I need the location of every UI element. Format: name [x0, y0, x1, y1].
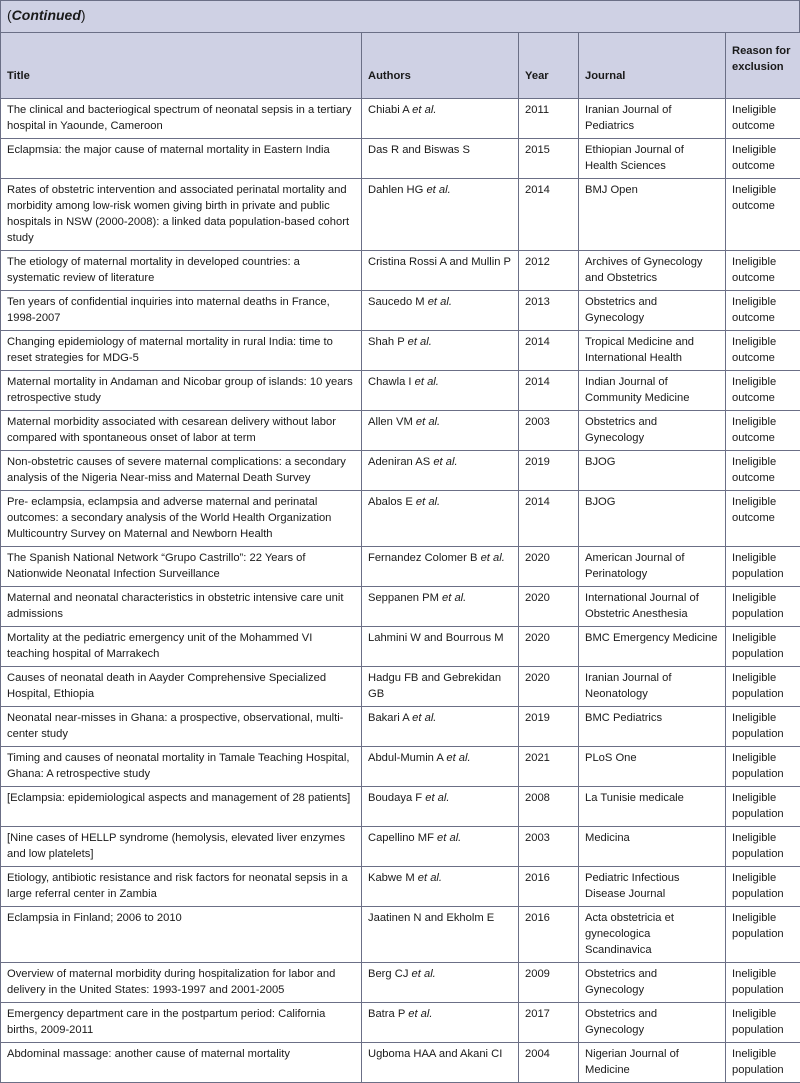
- cell-journal: La Tunisie medicale: [579, 787, 726, 827]
- cell-reason: Ineligible population: [726, 627, 800, 667]
- cell-year: 2014: [519, 179, 579, 251]
- author-names: Bakari A: [368, 712, 409, 724]
- author-names: Capellino MF: [368, 832, 434, 844]
- cell-year: 2020: [519, 667, 579, 707]
- author-names: Chawla I: [368, 376, 412, 388]
- cell-reason: Ineligible outcome: [726, 251, 800, 291]
- cell-authors: [362, 627, 519, 667]
- banner-close-paren: ): [81, 7, 86, 23]
- cell-journal: PLoS One: [579, 747, 726, 787]
- cell-journal: Acta obstetricia et gynecologica Scandinavica: [579, 907, 726, 963]
- cell-authors: [362, 139, 519, 179]
- cell-year: 2003: [519, 827, 579, 867]
- cell-title: Ten years of confidential inquiries into maternal deaths in France, 1998-2007: [1, 291, 362, 331]
- cell-reason: Ineligible population: [726, 667, 800, 707]
- author-names: Fernandez Colomer B: [368, 552, 477, 564]
- author-names: Ugboma HAA and Akani CI: [368, 1048, 502, 1060]
- cell-journal: Tropical Medicine and International Health: [579, 331, 726, 371]
- cell-reason: Ineligible population: [726, 587, 800, 627]
- cell-authors: [362, 827, 519, 867]
- cell-title: [Nine cases of HELLP syndrome (hemolysis, elevated liver enzymes and low platelets]: [1, 827, 362, 867]
- table-row: [1, 707, 800, 747]
- cell-year: 2016: [519, 907, 579, 963]
- cell-year: 2021: [519, 747, 579, 787]
- cell-journal: Ethiopian Journal of Health Sciences: [579, 139, 726, 179]
- cell-year: 2008: [519, 787, 579, 827]
- cell-authors: [362, 747, 519, 787]
- cell-authors: [362, 667, 519, 707]
- cell-title: Pre- eclampsia, eclampsia and adverse maternal and perinatal outcomes: a secondary analysis of the World Health Organization Multicountry Survey on Maternal and Newborn Health: [1, 491, 362, 547]
- cell-authors: [362, 963, 519, 1003]
- cell-journal: Indian Journal of Community Medicine: [579, 371, 726, 411]
- cell-journal: Iranian Journal of Pediatrics: [579, 99, 726, 139]
- table-row: [1, 787, 800, 827]
- et-al: et al.: [428, 296, 452, 308]
- cell-title: Rates of obstetric intervention and associated perinatal mortality and morbidity among low-risk women giving birth in private and public hospitals in NSW (2000-2008): a linked data population-based cohort study: [1, 179, 362, 251]
- cell-authors: [362, 179, 519, 251]
- author-names: Jaatinen N and Ekholm E: [368, 912, 494, 924]
- cell-reason: Ineligible outcome: [726, 451, 800, 491]
- et-al: et al.: [412, 104, 436, 116]
- author-names: Boudaya F: [368, 792, 422, 804]
- cell-reason: Ineligible outcome: [726, 179, 800, 251]
- cell-year: 2017: [519, 1003, 579, 1043]
- et-al: et al.: [416, 496, 440, 508]
- cell-journal: Archives of Gynecology and Obstetrics: [579, 251, 726, 291]
- cell-journal: Obstetrics and Gynecology: [579, 411, 726, 451]
- cell-year: 2014: [519, 491, 579, 547]
- cell-title: Eclampsia in Finland; 2006 to 2010: [1, 907, 362, 963]
- author-names: Hadgu FB and Gebrekidan GB: [368, 672, 501, 700]
- header-reason: Reason for exclusion: [726, 33, 800, 99]
- cell-title: Maternal morbidity associated with cesarean delivery without labor compared with spontaneous onset of labor at term: [1, 411, 362, 451]
- cell-reason: Ineligible population: [726, 707, 800, 747]
- cell-authors: [362, 867, 519, 907]
- cell-journal: BMJ Open: [579, 179, 726, 251]
- cell-journal: Obstetrics and Gynecology: [579, 1003, 726, 1043]
- cell-journal: Iranian Journal of Neonatology: [579, 667, 726, 707]
- header-year: Year: [519, 33, 579, 99]
- et-al: et al.: [416, 416, 440, 428]
- cell-title: Causes of neonatal death in Aayder Comprehensive Specialized Hospital, Ethiopia: [1, 667, 362, 707]
- cell-journal: American Journal of Perinatology: [579, 547, 726, 587]
- cell-authors: [362, 907, 519, 963]
- table-row: [1, 963, 800, 1003]
- et-al: et al.: [408, 336, 432, 348]
- cell-year: 2012: [519, 251, 579, 291]
- banner-open-paren: (: [7, 7, 12, 23]
- cell-year: 2003: [519, 411, 579, 451]
- cell-reason: Ineligible outcome: [726, 139, 800, 179]
- table-row: [1, 627, 800, 667]
- cell-reason: Ineligible outcome: [726, 291, 800, 331]
- cell-reason: Ineligible outcome: [726, 411, 800, 451]
- cell-authors: [362, 491, 519, 547]
- table-row: [1, 587, 800, 627]
- cell-year: 2015: [519, 139, 579, 179]
- cell-title: Timing and causes of neonatal mortality in Tamale Teaching Hospital, Ghana: A retrospective study: [1, 747, 362, 787]
- et-al: et al.: [412, 968, 436, 980]
- et-al: et al.: [426, 184, 450, 196]
- table-row: [1, 667, 800, 707]
- cell-year: 2004: [519, 1043, 579, 1083]
- author-names: Saucedo M: [368, 296, 425, 308]
- cell-authors: [362, 331, 519, 371]
- cell-reason: Ineligible population: [726, 787, 800, 827]
- cell-title: The etiology of maternal mortality in developed countries: a systematic review of literature: [1, 251, 362, 291]
- cell-year: 2013: [519, 291, 579, 331]
- continued-banner: [0, 0, 800, 32]
- et-al: et al.: [415, 376, 439, 388]
- et-al: et al.: [412, 712, 436, 724]
- header-title: Title: [1, 33, 362, 99]
- banner-label: Continued: [12, 7, 81, 23]
- table-row: [1, 99, 800, 139]
- cell-reason: Ineligible population: [726, 963, 800, 1003]
- cell-authors: [362, 251, 519, 291]
- cell-journal: International Journal of Obstetric Anesthesia: [579, 587, 726, 627]
- table-row: [1, 451, 800, 491]
- table-row: [1, 179, 800, 251]
- cell-authors: [362, 451, 519, 491]
- table-row: [1, 491, 800, 547]
- author-names: Dahlen HG: [368, 184, 423, 196]
- cell-authors: [362, 99, 519, 139]
- et-al: et al.: [446, 752, 470, 764]
- cell-reason: Ineligible population: [726, 827, 800, 867]
- cell-reason: Ineligible outcome: [726, 491, 800, 547]
- table-row: [1, 291, 800, 331]
- cell-journal: Nigerian Journal of Medicine: [579, 1043, 726, 1083]
- cell-authors: [362, 291, 519, 331]
- table-body: [1, 99, 800, 1083]
- cell-reason: Ineligible population: [726, 1043, 800, 1083]
- cell-title: The clinical and bacteriogical spectrum of neonatal sepsis in a tertiary hospital in Yaounde, Cameroon: [1, 99, 362, 139]
- cell-title: Maternal and neonatal characteristics in obstetric intensive care unit admissions: [1, 587, 362, 627]
- cell-year: 2019: [519, 707, 579, 747]
- cell-year: 2019: [519, 451, 579, 491]
- cell-reason: Ineligible population: [726, 547, 800, 587]
- table-row: [1, 747, 800, 787]
- author-names: Kabwe M: [368, 872, 415, 884]
- cell-reason: Ineligible population: [726, 867, 800, 907]
- et-al: et al.: [481, 552, 505, 564]
- cell-authors: [362, 707, 519, 747]
- cell-title: Neonatal near-misses in Ghana: a prospective, observational, multi-center study: [1, 707, 362, 747]
- cell-authors: [362, 587, 519, 627]
- et-al: et al.: [408, 1008, 432, 1020]
- table-row: [1, 411, 800, 451]
- table-row: [1, 1043, 800, 1083]
- author-names: Chiabi A: [368, 104, 409, 116]
- header-journal: Journal: [579, 33, 726, 99]
- table-row: [1, 907, 800, 963]
- cell-title: Overview of maternal morbidity during hospitalization for labor and delivery in the United States: 1993-1997 and 2001-2005: [1, 963, 362, 1003]
- table-row: [1, 867, 800, 907]
- et-al: et al.: [433, 456, 457, 468]
- et-al: et al.: [442, 592, 466, 604]
- et-al: et al.: [437, 832, 461, 844]
- cell-journal: BMC Emergency Medicine: [579, 627, 726, 667]
- cell-title: Changing epidemiology of maternal mortality in rural India: time to reset strategies for MDG-5: [1, 331, 362, 371]
- author-names: Das R and Biswas S: [368, 144, 470, 156]
- cell-title: Emergency department care in the postpartum period: California births, 2009-2011: [1, 1003, 362, 1043]
- cell-journal: Pediatric Infectious Disease Journal: [579, 867, 726, 907]
- cell-reason: Ineligible population: [726, 907, 800, 963]
- table-row: [1, 1003, 800, 1043]
- cell-journal: Obstetrics and Gynecology: [579, 963, 726, 1003]
- author-names: Cristina Rossi A and Mullin P: [368, 256, 511, 268]
- cell-reason: Ineligible outcome: [726, 99, 800, 139]
- author-names: Abalos E: [368, 496, 413, 508]
- cell-year: 2014: [519, 331, 579, 371]
- cell-title: Etiology, antibiotic resistance and risk factors for neonatal sepsis in a large referral center in Zambia: [1, 867, 362, 907]
- author-names: Abdul-Mumin A: [368, 752, 443, 764]
- table-row: [1, 827, 800, 867]
- author-names: Shah P: [368, 336, 405, 348]
- table-row: [1, 251, 800, 291]
- cell-year: 2020: [519, 627, 579, 667]
- author-names: Allen VM: [368, 416, 413, 428]
- cell-year: 2020: [519, 547, 579, 587]
- cell-authors: [362, 371, 519, 411]
- cell-year: 2009: [519, 963, 579, 1003]
- cell-reason: Ineligible population: [726, 747, 800, 787]
- exclusion-table: [0, 32, 800, 1083]
- cell-authors: [362, 547, 519, 587]
- table-row: [1, 371, 800, 411]
- table-row: [1, 331, 800, 371]
- cell-title: [Eclampsia: epidemiological aspects and management of 28 patients]: [1, 787, 362, 827]
- header-row: [1, 33, 800, 99]
- author-names: Adeniran AS: [368, 456, 430, 468]
- et-al: et al.: [418, 872, 442, 884]
- cell-title: Maternal mortality in Andaman and Nicobar group of islands: 10 years retrospective study: [1, 371, 362, 411]
- cell-title: Non-obstetric causes of severe maternal complications: a secondary analysis of the Nigeria Near-miss and Maternal Death Survey: [1, 451, 362, 491]
- cell-reason: Ineligible outcome: [726, 331, 800, 371]
- author-names: Batra P: [368, 1008, 405, 1020]
- cell-journal: Medicina: [579, 827, 726, 867]
- cell-title: Eclapmsia: the major cause of maternal mortality in Eastern India: [1, 139, 362, 179]
- cell-journal: Obstetrics and Gynecology: [579, 291, 726, 331]
- cell-title: Abdominal massage: another cause of maternal mortality: [1, 1043, 362, 1083]
- author-names: Lahmini W and Bourrous M: [368, 632, 504, 644]
- cell-authors: [362, 787, 519, 827]
- cell-authors: [362, 1043, 519, 1083]
- cell-journal: BMC Pediatrics: [579, 707, 726, 747]
- cell-reason: Ineligible population: [726, 1003, 800, 1043]
- cell-title: Mortality at the pediatric emergency unit of the Mohammed VI teaching hospital of Marrakech: [1, 627, 362, 667]
- cell-authors: [362, 411, 519, 451]
- header-authors: Authors: [362, 33, 519, 99]
- cell-year: 2016: [519, 867, 579, 907]
- cell-year: 2020: [519, 587, 579, 627]
- author-names: Berg CJ: [368, 968, 408, 980]
- table-row: [1, 139, 800, 179]
- et-al: et al.: [425, 792, 449, 804]
- table-row: [1, 547, 800, 587]
- cell-journal: BJOG: [579, 451, 726, 491]
- cell-year: 2014: [519, 371, 579, 411]
- cell-reason: Ineligible outcome: [726, 371, 800, 411]
- cell-journal: BJOG: [579, 491, 726, 547]
- cell-authors: [362, 1003, 519, 1043]
- cell-title: The Spanish National Network “Grupo Castrillo”: 22 Years of Nationwide Neonatal Infection Surveillance: [1, 547, 362, 587]
- author-names: Seppanen PM: [368, 592, 439, 604]
- cell-year: 2011: [519, 99, 579, 139]
